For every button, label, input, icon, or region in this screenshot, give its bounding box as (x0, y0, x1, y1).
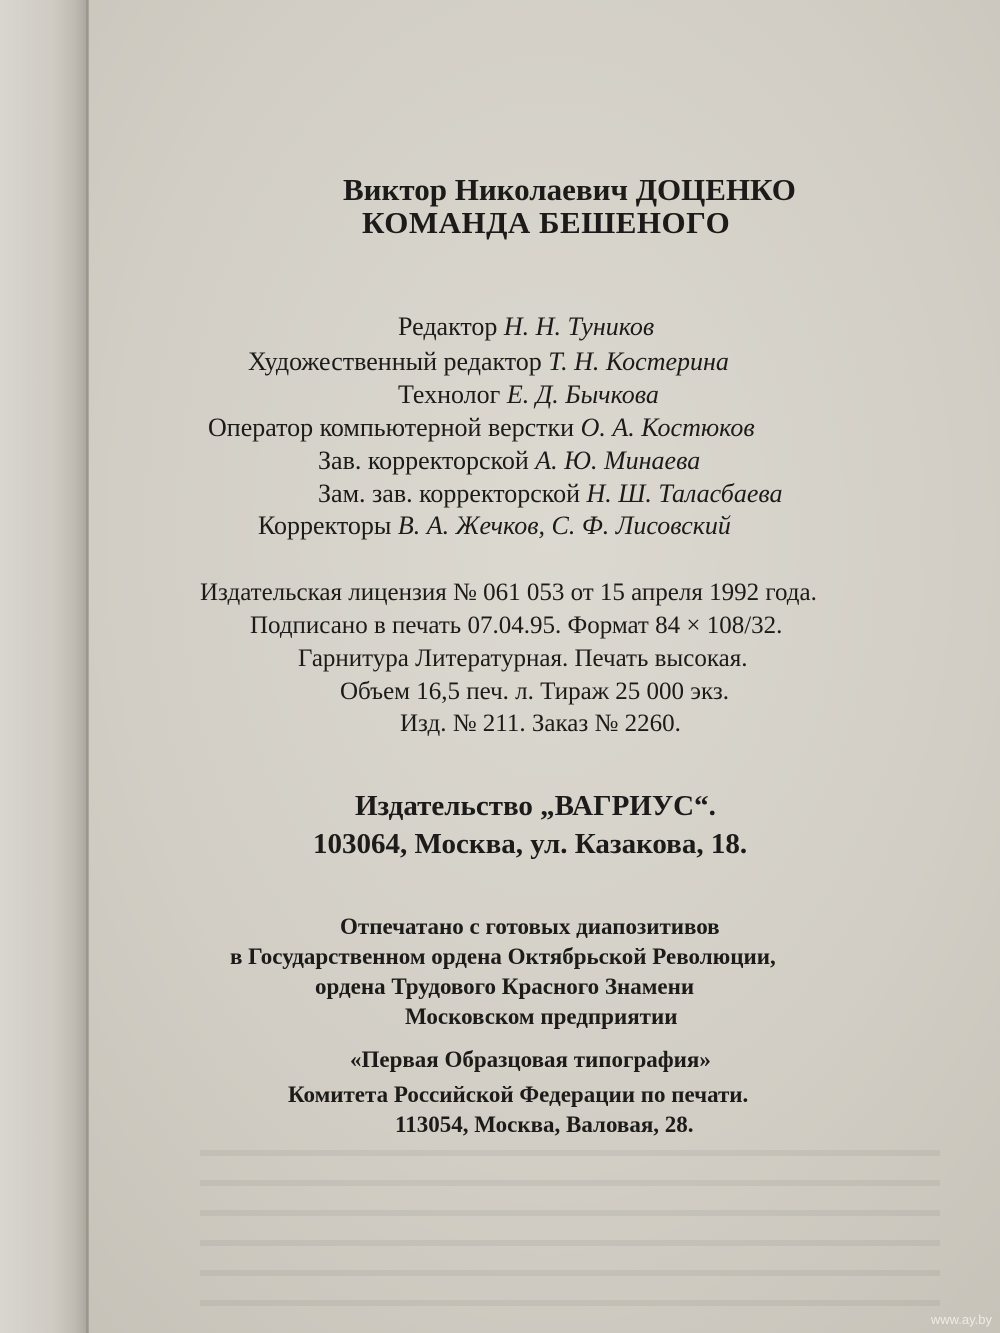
credit-role: Оператор компьютерной верстки (208, 413, 575, 442)
printer-line-4: Московском предприятии (405, 1004, 678, 1029)
printer-line-3: ордена Трудового Красного Знамени (315, 974, 695, 999)
bleed-through-text (200, 1150, 940, 1310)
gutter-edge (86, 0, 89, 1333)
credit-proofreaders (258, 511, 731, 541)
credit-role: Технолог (398, 380, 501, 409)
pub-license: Издательская лицензия № 061 053 от 15 апреля 1992 года. (200, 579, 817, 606)
pub-typeface: Гарнитура Литературная. Печать высокая. (298, 645, 748, 672)
pub-signed: Подписано в печать 07.04.95. Формат 84 × 108/32. (250, 612, 783, 639)
credit-technologist (398, 380, 659, 410)
publisher-address: 103064, Москва, ул. Казакова, 18. (313, 828, 748, 860)
book-title: КОМАНДА БЕШЕНОГО (362, 205, 731, 240)
credit-role: Художественный редактор (248, 347, 542, 376)
credit-layout-operator (208, 413, 755, 443)
pub-order: Изд. № 211. Заказ № 2260. (400, 710, 681, 737)
credit-role: Корректоры (258, 511, 392, 540)
printer-line-7: 113054, Москва, Валовая, 28. (395, 1112, 694, 1137)
credit-person: Е. Д. Бычкова (506, 380, 659, 409)
credit-role: Зав. корректорской (318, 446, 529, 475)
watermark: www.ay.by (930, 1312, 992, 1327)
credit-art-editor (248, 347, 729, 377)
credit-person: Н. Н. Туников (503, 312, 655, 341)
credit-person: Н. Ш. Таласбаева (586, 479, 783, 508)
credit-person: Т. Н. Костерина (548, 347, 729, 376)
printer-line-5: «Первая Образцовая типография» (350, 1047, 711, 1072)
credit-proof-head (318, 446, 700, 476)
credit-proof-deputy (318, 479, 783, 509)
credit-role: Редактор (398, 312, 498, 341)
author-line: Виктор Николаевич ДОЦЕНКО (343, 172, 796, 207)
printer-line-2: в Государственном ордена Октябрьской Революции, (230, 944, 776, 969)
printer-line-1: Отпечатано с готовых диапозитивов (340, 914, 720, 939)
book-gutter (0, 0, 88, 1333)
credit-person: А. Ю. Минаева (535, 446, 701, 475)
printer-line-6: Комитета Российской Федерации по печати. (288, 1082, 749, 1107)
credit-person: О. А. Костюков (580, 413, 755, 442)
credit-person: В. А. Жечков, С. Ф. Лисовский (397, 511, 731, 540)
publisher-name: Издательство „ВАГРИУС“. (355, 790, 716, 822)
credit-role: Зам. зав. корректорской (318, 479, 581, 508)
pub-volume: Объем 16,5 печ. л. Тираж 25 000 экз. (340, 678, 729, 705)
credit-editor (398, 312, 654, 342)
